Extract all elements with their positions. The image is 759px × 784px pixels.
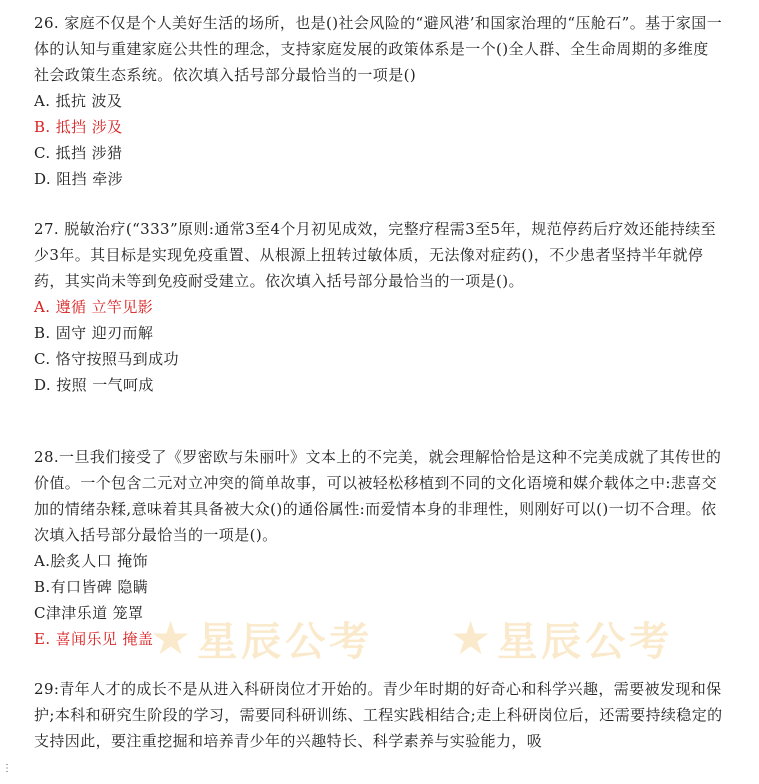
option-a: A.脍炙人口 掩饰 [34,552,148,570]
question-stem: 28.一旦我们接受了《罗密欧与朱丽叶》文本上的不完美，就会理解恰恰是这种不完美成就了其传世的价值。一个包含二元对立冲突的简单故事，可以被轻松移植到不同的文化语境和媒介载体之中:悲喜交加的情绪杂糅,意味着其具备被大众()的通俗属性:而爱情本身的非理性，则刚好可以()一切不合理。依次填入括号部分最恰当的一项是()。 [34,448,722,544]
option-c: C. 恪守按照马到成功 [34,350,179,368]
option-b: B. 固守 迎刃而解 [34,324,154,342]
watermark-text: 星辰公考 [497,618,674,665]
option-a-correct: A. 遵循 立竿见影 [34,298,154,316]
option-d: D. 按照 一气呵成 [34,376,154,394]
option-a: A. 抵抗 波及 [34,92,123,110]
question-29 [34,676,724,754]
edge-mark: ⋮ [2,763,12,774]
question-stem: 27. 脱敏治疗(“333”原则:通常3至4个月初见成效，完整疗程需3至5年，规范停药后疗效还能持续至少3年。其目标是实现免疫重置、从根源上扭转过敏体质，无法像对症药()，不少患者坚持半年就停药，其实尚未等到免疫耐受建立。依次填入括号部分最恰当的一项是()。 [34,220,717,290]
option-b-correct: B. 抵挡 涉及 [34,118,123,136]
question-27 [34,216,724,398]
option-c: C津津乐道 笼罩 [34,604,144,622]
question-stem: 26. 家庭不仅是个人美好生活的场所，也是()社会风险的“避风港’和国家治理的“压舱石”。基于家国一体的认知与重建家庭公共性的理念，支持家庭发展的政策体系是一个()全人群、全生命周期的多维度社会政策生态系统。依次填入括号部分最恰当的一项是() [34,14,723,84]
question-28 [34,444,724,652]
option-d: D. 阻挡 牵涉 [34,170,123,188]
star-icon: ★ [150,611,192,665]
question-stem: 29:青年人才的成长不是从进入科研岗位才开始的。青少年时期的好奇心和科学兴趣，需要被发现和保护;本科和研究生阶段的学习，需要同科研训练、工程实践相结合;走上科研岗位后，还需要持续稳定的支持因此，要注重挖掘和培养青少年的兴趣特长、科学素养与实验能力，吸 [34,680,723,750]
watermark-text: 星辰公考 [197,618,374,665]
option-e-correct: E. 喜闻乐见 掩盖 [34,630,154,648]
star-icon: ★ [450,611,492,665]
option-c: C. 抵挡 涉猎 [34,144,123,162]
option-b: B.有口皆碑 隐瞒 [34,578,149,596]
question-26 [34,10,724,192]
